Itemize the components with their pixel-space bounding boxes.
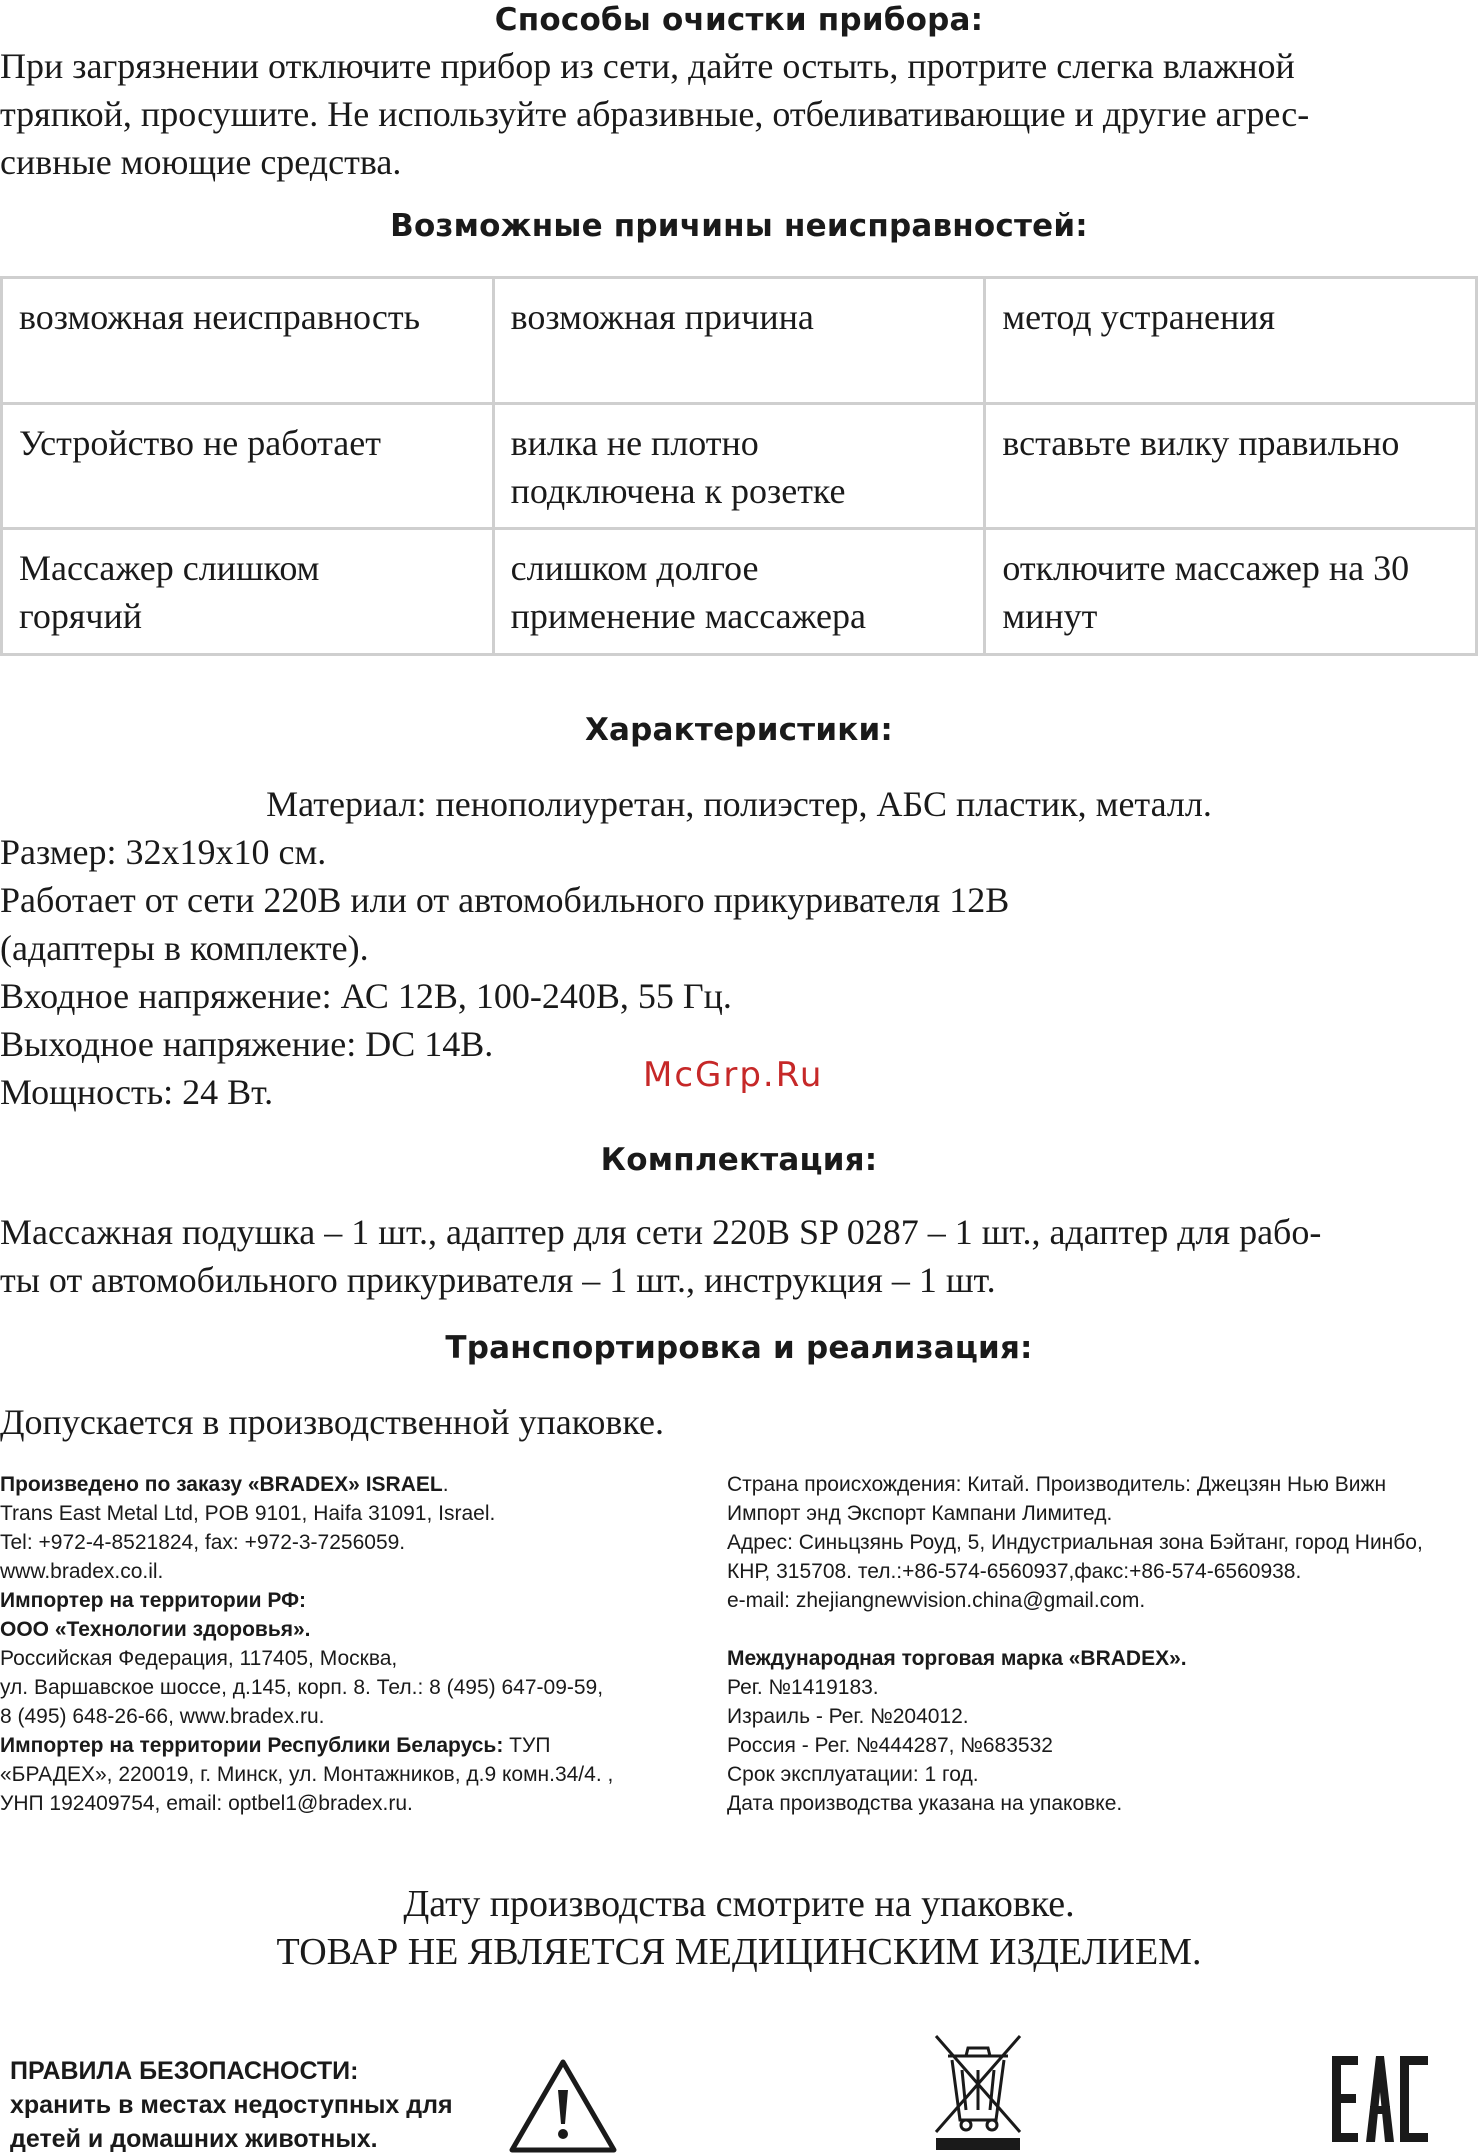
origin-info bbox=[727, 1470, 1423, 1818]
cleaning-line: сивные моющие средства. bbox=[0, 142, 402, 182]
faults-title: Возможные причины неисправностей: bbox=[390, 208, 1088, 244]
notice-line-1: Дату производства смотрите на упаковке. bbox=[403, 1883, 1075, 1925]
spec-line: Выходное напряжение: DC 14В. bbox=[0, 1024, 494, 1064]
eac-mark-icon bbox=[1330, 2052, 1430, 2146]
info-line: Срок эксплуатации: 1 год. bbox=[727, 1763, 979, 1786]
notice-line-2: ТОВАР НЕ ЯВЛЯЕТСЯ МЕДИЦИНСКИМ ИЗДЕЛИЕМ. bbox=[276, 1931, 1202, 1973]
package-text bbox=[0, 1208, 1478, 1304]
safety-title: ПРАВИЛА БЕЗОПАСНОСТИ: bbox=[10, 2057, 359, 2085]
info-line bbox=[0, 1470, 613, 1499]
spec-line: Входное напряжение: АС 12В, 100-240В, 55 Гц. bbox=[0, 976, 732, 1016]
cell-line: Массажер слишком bbox=[19, 548, 320, 589]
package-line: ты от автомобильного прикуривателя – 1 шт., инструкция – 1 шт. bbox=[0, 1260, 996, 1300]
notice bbox=[0, 1880, 1478, 1976]
spec-line: Мощность: 24 Вт. bbox=[0, 1072, 274, 1112]
transport-title: Транспортировка и реализация: bbox=[445, 1330, 1033, 1366]
info-text: . bbox=[442, 1473, 449, 1496]
cell-line: горячий bbox=[19, 596, 143, 637]
info-line: УНП 192409754, email: optbel1@bradex.ru. bbox=[0, 1792, 413, 1815]
info-line bbox=[0, 1615, 613, 1644]
info-line: Россия - Рег. №444287, №683532 bbox=[727, 1734, 1053, 1757]
cell-line: применение массажера bbox=[510, 596, 866, 637]
info-line bbox=[727, 1644, 1423, 1673]
cell-line: минут bbox=[1002, 596, 1098, 637]
fix-cell bbox=[985, 403, 1477, 529]
info-line: www.bradex.co.il. bbox=[0, 1560, 164, 1583]
cause-cell bbox=[493, 403, 985, 529]
info-text: ТУП bbox=[503, 1734, 551, 1757]
weee-crossed-bin-icon bbox=[922, 2030, 1034, 2152]
cleaning-title: Способы очистки прибора: bbox=[494, 2, 984, 38]
safety-rules bbox=[10, 2054, 453, 2156]
info-bold: Международная торговая марка «BRADEX». bbox=[727, 1647, 1187, 1670]
info-bold: Импортер на территории РФ: bbox=[0, 1589, 307, 1612]
info-line bbox=[0, 1586, 613, 1615]
cell-line: вставьте вилку правильно bbox=[1002, 422, 1400, 463]
info-line: Российская Федерация, 117405, Москва, bbox=[0, 1647, 398, 1670]
spec-material: Материал: пенополиуретан, полиэстер, АБС пластик, металл. bbox=[266, 784, 1212, 824]
info-line: Дата производства указана на упаковке. bbox=[727, 1792, 1123, 1815]
cause-cell bbox=[493, 529, 985, 655]
fault-cell bbox=[2, 403, 494, 529]
info-bold: Произведено по заказу «BRADEX» ISRAEL bbox=[0, 1473, 443, 1496]
info-line: Импорт энд Экспорт Кампани Лимитед. bbox=[727, 1502, 1113, 1525]
cell-line: подключена к розетке bbox=[510, 470, 846, 511]
specs-title: Характеристики: bbox=[584, 712, 894, 748]
spec-line: Работает от сети 220В или от автомобильного прикуривателя 12В bbox=[0, 880, 1010, 920]
warning-icon bbox=[508, 2058, 618, 2154]
faults-table bbox=[0, 276, 1478, 656]
transport-text: Допускается в производственной упаковке. bbox=[0, 1402, 664, 1442]
cell-line: вилка не плотно bbox=[510, 422, 759, 463]
info-line: Рег. №1419183. bbox=[727, 1676, 879, 1699]
spacer bbox=[727, 1615, 1423, 1644]
spec-line: (адаптеры в комплекте). bbox=[0, 928, 369, 968]
cleaning-line: тряпкой, просушите. Не используйте абразивные, отбеливативающие и другие агрес- bbox=[0, 94, 1310, 134]
info-line: Израиль - Рег. №204012. bbox=[727, 1705, 969, 1728]
fault-cell bbox=[2, 529, 494, 655]
cleaning-line: При загрязнении отключите прибор из сети, дайте остыть, протрите слегка влажной bbox=[0, 46, 1295, 86]
table-row bbox=[2, 529, 1477, 655]
manufacturer-info bbox=[0, 1470, 613, 1818]
header-fault: возможная неисправность bbox=[2, 278, 494, 404]
fix-cell bbox=[985, 529, 1477, 655]
header-cause: возможная причина bbox=[493, 278, 985, 404]
package-title: Комплектация: bbox=[600, 1142, 878, 1178]
info-bold: ООО «Технологии здоровья». bbox=[0, 1618, 311, 1641]
info-line: «БРАДЕХ», 220019, г. Минск, ул. Монтажников, д.9 комн.34/4. , bbox=[0, 1763, 614, 1786]
info-bold: Импортер на территории Республики Беларусь: bbox=[0, 1734, 504, 1757]
info-line: Адрес: Синьцзянь Роуд, 5, Индустриальная зона Бэйтанг, город Нинбо, bbox=[727, 1531, 1423, 1554]
info-line: КНР, 315708. тел.:+86-574-6560937,факс:+86-574-6560938. bbox=[727, 1560, 1302, 1583]
info-line: Страна происхождения: Китай. Производитель: Джецзян Нью Вижн bbox=[727, 1473, 1387, 1496]
cell-line: отключите массажер на 30 bbox=[1002, 548, 1410, 589]
info-line: 8 (495) 648-26-66, www.bradex.ru. bbox=[0, 1705, 325, 1728]
package-line: Массажная подушка – 1 шт., адаптер для сети 220В SP 0287 – 1 шт., адаптер для рабо- bbox=[0, 1212, 1322, 1252]
watermark: McGrp.Ru bbox=[643, 1055, 824, 1095]
header-fix: метод устранения bbox=[985, 278, 1477, 404]
cleaning-text bbox=[0, 42, 1478, 186]
cell-line: слишком долгое bbox=[510, 548, 759, 589]
info-line: e-mail: zhejiangnewvision.china@gmail.com. bbox=[727, 1589, 1146, 1612]
info-line: ул. Варшавское шоссе, д.145, корп. 8. Тел.: 8 (495) 647-09-59, bbox=[0, 1676, 604, 1699]
info-line: Tel: +972-4-8521824, fax: +972-3-7256059. bbox=[0, 1531, 406, 1554]
table-header-row bbox=[2, 278, 1477, 404]
cell-line: Устройство не работает bbox=[19, 422, 381, 463]
spec-line: Размер: 32х19х10 см. bbox=[0, 832, 327, 872]
safety-line: хранить в местах недоступных для bbox=[10, 2091, 453, 2119]
table-row bbox=[2, 403, 1477, 529]
safety-line: детей и домашних животных. bbox=[10, 2125, 378, 2153]
info-line bbox=[0, 1731, 613, 1760]
info-line: Trans East Metal Ltd, POB 9101, Haifa 31091, Israel. bbox=[0, 1502, 496, 1525]
